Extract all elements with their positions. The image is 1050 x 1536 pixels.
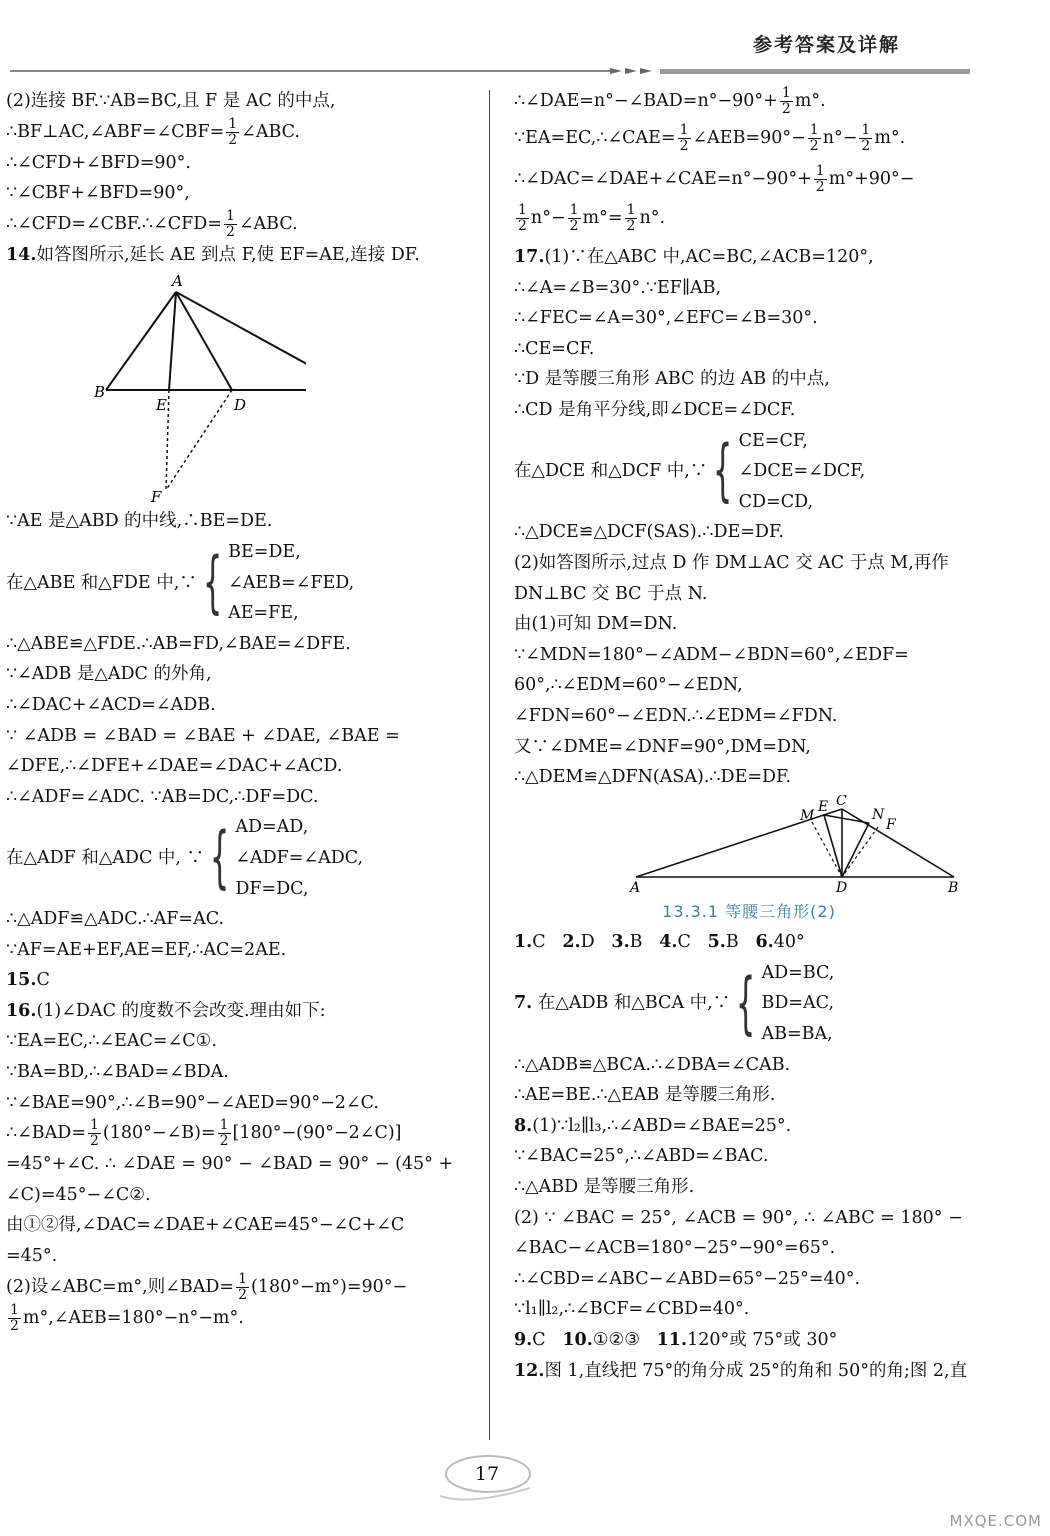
question-12: 12.图 1,直线把 75°的角分成 25°的角和 50°的角;图 2,直 (514, 1360, 968, 1381)
text-line: ∴∠DAC+∠ACD=∠ADB. (6, 694, 216, 715)
text-line: ∵EA=EC,∴∠CAE= $\frac{1}{2}$ ∠AEB=90°− $\frac{1}{2}$ n°− $\frac{1}{2}$ m°. (514, 122, 906, 154)
text-line: ∴AE=BE.∴△EAB 是等腰三角形. (514, 1085, 776, 1106)
text-line: ∴∠DAC=∠DAE+∠CAE=n°−90°+ $\frac{1}{2}$ m°+90°− (514, 163, 915, 195)
point-label: M (800, 807, 815, 824)
question-16: 16.(1)∠DAC 的度数不会改变.理由如下: (6, 1000, 326, 1021)
text-line: DN⊥BC 交 BC 于点 N. (514, 583, 708, 604)
figure-17 (624, 795, 1050, 895)
text-line: ∴∠A=∠B=30°.∵EF∥AB, (514, 277, 722, 298)
point-label: A (630, 879, 641, 895)
text-line: $\frac{1}{2}$ m°,∠AEB=180°−n°−m°. (10, 1301, 244, 1334)
header-title: 参考答案及详解 (752, 34, 900, 56)
section-title: 13.3.1 等腰三角形(2) (662, 901, 836, 921)
point-label: F (151, 488, 162, 505)
text-line: ∴△ADF≌△ADC.∴AF=AC. (6, 909, 225, 930)
text-line: ∴∠DAE=n°−∠BAD=n°−90°+ $\frac{1}{2}$ m°. (514, 85, 826, 117)
text-line: ∵AE 是△ABD 的中线,∴BE=DE. (6, 511, 273, 532)
text-line: ∴∠CFD=∠CBF.∴∠CFD= $\frac{1}{2}$ ∠ABC. (6, 207, 298, 240)
answer-row: 9.C 10.①②③ 11.120°或 75°或 30° (514, 1330, 838, 1350)
text-line: ∵∠BAC=25°,∴∠ABD=∠BAC. (514, 1146, 769, 1167)
text-line: ∵ ∠ADB = ∠BAD = ∠BAE + ∠DAE, ∠BAE = (6, 725, 400, 746)
left-column (6, 86, 476, 1334)
text-line: =45°. (6, 1246, 58, 1267)
text-line: ∴∠CBD=∠ABC−∠ABD=65°−25°=40°. (514, 1268, 861, 1289)
text-line: ∴△DCE≌△DCF(SAS).∴DE=DF. (514, 522, 784, 543)
point-label: B (94, 383, 106, 402)
text-line: ∴∠ADF=∠ADC. ∵AB=DC,∴DF=DC. (6, 786, 319, 807)
text-line: (2)连接 BF.∵AB=BC,且 F 是 AC 的中点, (6, 91, 336, 111)
fraction: $\frac{1}{2}$ (225, 207, 235, 240)
text-line: ∴△ABD 是等腰三角形. (514, 1177, 695, 1198)
text-line: $\frac{1}{2}$ n°− $\frac{1}{2}$ m°= $\frac{1}{2}$ n°. (518, 202, 666, 234)
point-label: C (836, 794, 847, 809)
text-line: ∵EA=EC,∴∠EAC=∠C①. (6, 1031, 217, 1052)
text-line: ∵l₁∥l₂,∴∠BCF=∠CBD=40°. (514, 1299, 750, 1320)
text-line: ∵∠BAE=90°,∴∠B=90°−∠AED=90°−2∠C. (6, 1092, 379, 1113)
text-line: 又∵∠DME=∠DNF=90°,DM=DN, (514, 736, 811, 757)
condition-block: 在△ABE 和△FDE 中,∵ { BE=DE, ∠AEB=∠FED, AE=FE, (6, 541, 355, 624)
question-15: 15.C (6, 970, 50, 991)
point-label: D (836, 879, 848, 895)
text-line: ∵∠ADB 是△ADC 的外角, (6, 664, 212, 685)
column-divider (489, 90, 490, 1440)
point-label: N (872, 806, 885, 823)
text-line: (2)设∠ABC=m°,则∠BAD= $\frac{1}{2}$ (180°−m°)=90°− (6, 1270, 408, 1303)
text-line: ∴CD 是角平分线,即∠DCE=∠DCF. (514, 399, 796, 420)
text-line: 由①②得,∠DAC=∠DAE+∠CAE=45°−∠C+∠C (6, 1215, 405, 1236)
text-line: ∵BA=BD,∴∠BAD=∠BDA. (6, 1062, 229, 1083)
text-line: ∵∠MDN=180°−∠ADM−∠BDN=60°,∠EDF= (514, 644, 909, 665)
watermark: MXQE.COM (949, 1512, 1042, 1530)
text-line: ∠FDN=60°−∠EDN.∴∠EDM=∠FDN. (514, 705, 838, 726)
text-line: ∴△ABE≌△FDE.∴AB=FD,∠BAE=∠DFE. (6, 633, 351, 654)
page-header (0, 0, 1050, 90)
point-label: E (818, 798, 829, 815)
point-label: B (948, 879, 959, 895)
text-line: ∴∠FEC=∠A=30°,∠EFC=∠B=30°. (514, 308, 818, 329)
question-8: 8.(1)∵l₂∥l₃,∴∠ABD=∠BAE=25°. (514, 1115, 792, 1136)
question-17: 17.(1)∵在△ABC 中,AC=BC,∠ACB=120°, (514, 247, 874, 267)
header-rule (10, 68, 970, 76)
text-line: ∠C)=45°−∠C②. (6, 1184, 151, 1205)
answer-row: 1.C 2.D 3.B 4.C 5.B 6.40° (514, 932, 805, 953)
page-number: 17 (474, 1463, 500, 1485)
fraction: $\frac{1}{2}$ (228, 115, 238, 148)
figure-14 (6, 272, 306, 504)
text-line: ∵∠CBF+∠BFD=90°, (6, 183, 190, 204)
question-7: 7. 在△ADB 和△BCA 中,∵ { AD=BC, BD=AC, AB=BA, (514, 962, 835, 1045)
text-line: ∴BF⊥AC,∠ABF=∠CBF= $\frac{1}{2}$ ∠ABC. (6, 115, 300, 148)
text-line: ∵AF=AE+EF,AE=EF,∴AC=2AE. (6, 939, 287, 960)
text-line: ∵D 是等腰三角形 ABC 的边 AB 的中点, (514, 369, 830, 390)
question-14: 14.如答图所示,延长 AE 到点 F,使 EF=AE,连接 DF. (6, 244, 420, 265)
text-line: ∴△ADB≌△BCA.∴∠DBA=∠CAB. (514, 1054, 791, 1075)
text-line: ∴CE=CF. (514, 338, 595, 359)
point-label: D (234, 396, 247, 415)
text-line: ∠DFE,∴∠DFE+∠DAE=∠DAC+∠ACD. (6, 756, 343, 777)
point-label: E (156, 396, 167, 415)
text-line: (2)如答图所示,过点 D 作 DM⊥AC 交 AC 于点 M,再作 (514, 552, 949, 573)
text-line: 由(1)可知 DM=DN. (514, 614, 678, 635)
point-label: F (886, 816, 896, 833)
condition-block: 在△ADF 和△ADC 中, ∵ { AD=AD, ∠ADF=∠ADC, DF=DC, (6, 817, 364, 899)
text-line: 60°,∴∠EDM=60°−∠EDN, (514, 675, 743, 696)
text-line: ∴△DEM≌△DFN(ASA).∴DE=DF. (514, 767, 792, 788)
text-line: (2) ∵ ∠BAC = 25°, ∠ACB = 90°, ∴ ∠ABC = 180° − (514, 1207, 963, 1228)
right-column (514, 86, 984, 1386)
text-line: ∠BAC−∠ACB=180°−25°−90°=65°. (514, 1238, 836, 1259)
text-line: =45°+∠C. ∴ ∠DAE = 90° − ∠BAD = 90° − (45° + (6, 1154, 454, 1175)
point-label: A (172, 272, 183, 291)
text-line: ∴∠BAD= $\frac{1}{2}$ (180°−∠B)= $\frac{1}{2}$ [180°−(90°−2∠C)] (6, 1117, 402, 1150)
condition-block: 在△DCE 和△DCF 中,∵ { CE=CF, ∠DCE=∠DCF, CD=CD, (514, 430, 866, 512)
text-line: ∴∠CFD+∠BFD=90°. (6, 152, 191, 173)
